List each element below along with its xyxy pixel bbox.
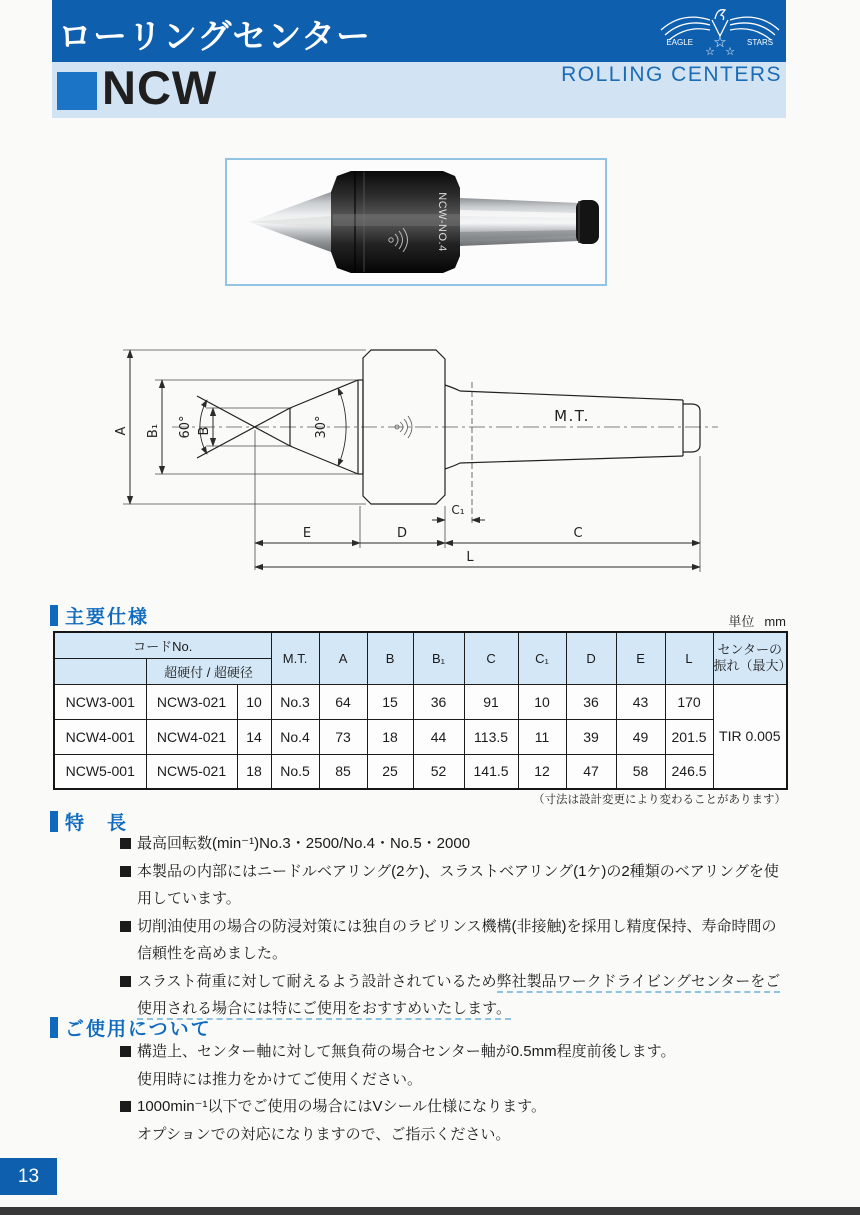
col-header-carbide: 超硬付 / 超硬径 xyxy=(146,658,271,684)
usage-list xyxy=(120,1038,790,1148)
table-row: NCW5-001 NCW5-021 18 No.5 85 25 52 141.5 12 47 58 246.5 xyxy=(54,754,787,789)
bullet-square-icon xyxy=(120,976,131,987)
col-header-mt: M.T. xyxy=(271,632,319,684)
angle-label-60: 60° xyxy=(178,415,193,439)
logo-star-right: ☆ xyxy=(725,46,735,58)
angle-label-30: 30° xyxy=(314,415,329,439)
col-header-b1: B₁ xyxy=(413,632,464,684)
logo-star-big: ☆ xyxy=(713,34,727,51)
bullet-square-icon xyxy=(120,1101,131,1112)
feature-item: 最高回転数(min⁻¹)No.3・2500/No.4・No.5・2000 xyxy=(120,830,790,858)
col-header-b: B xyxy=(367,632,413,684)
bullet-square-icon xyxy=(120,866,131,877)
model-name: NCW xyxy=(102,61,218,114)
features-section-title: 特 長 xyxy=(50,808,128,835)
dim-label-c: C xyxy=(573,526,583,541)
rolling-center-photo xyxy=(249,171,599,273)
model-accent-square xyxy=(57,72,97,110)
logo-left-text: EAGLE xyxy=(666,38,693,47)
dim-label-e: E xyxy=(302,526,312,541)
page-number: 13 xyxy=(0,1158,57,1195)
dim-label-d: D xyxy=(396,526,408,541)
usage-item-continuation: 使用時には推力をかけてご使用ください。 xyxy=(137,1070,423,1088)
dim-label-b: B xyxy=(197,426,212,436)
photo-model-label: NCW-NO.4 xyxy=(436,192,448,252)
bullet-square-icon xyxy=(120,838,131,849)
subtitle-en: ROLLING CENTERS xyxy=(561,63,782,86)
runout-value: TIR 0.005 xyxy=(713,684,787,789)
usage-item: 1000min⁻¹以下でご使用の場合にはVシール仕様になります。 xyxy=(120,1093,790,1121)
col-header-l: L xyxy=(665,632,713,684)
col-header-e: E xyxy=(616,632,665,684)
logo-star-left: ☆ xyxy=(705,46,715,58)
col-header-a: A xyxy=(319,632,367,684)
dim-label-mt: M.T. xyxy=(554,407,590,425)
feature-item: 本製品の内部にはニードルベアリング(2ケ)、スラストベアリング(1ケ)の2種類のベアリングを使用しています。 xyxy=(120,858,790,913)
col-header-code-no: コードNo. xyxy=(54,632,271,658)
logo-right-text: STARS xyxy=(747,38,774,47)
col-header-empty xyxy=(54,658,146,684)
section-bar xyxy=(50,1017,58,1038)
dim-label-a: A xyxy=(114,426,129,436)
table-row: NCW4-001 NCW4-021 14 No.4 73 18 44 113.5 11 39 49 201.5 xyxy=(54,719,787,754)
usage-item-continuation: オプションでの対応になりますので、ご指示ください。 xyxy=(137,1125,511,1143)
usage-item: 構造上、センター軸に対して無負荷の場合センター軸が0.5mm程度前後します。 xyxy=(120,1038,790,1066)
features-list xyxy=(120,830,790,1023)
feature-item: スラスト荷重に対して耐えるよう設計されているため弊社製品ワークドライビングセンターをご使用される場合には特にご使用をおすすめいたします。 xyxy=(120,968,790,1023)
section-bar xyxy=(50,811,58,832)
bullet-square-icon xyxy=(120,921,131,932)
page-bottom-edge xyxy=(0,1207,860,1215)
table-header-row-1 xyxy=(54,632,787,658)
bullet-square-icon xyxy=(120,1046,131,1057)
usage-section-title: ご使用について xyxy=(50,1014,212,1041)
dim-label-l: L xyxy=(466,550,474,565)
col-header-c1: C₁ xyxy=(518,632,566,684)
spec-table xyxy=(53,631,792,790)
feature-item: 切削油使用の場合の防浸対策には独自のラビリンス機構(非接触)を採用し精度保持、寿命時間の信頼性を高めました。 xyxy=(120,913,790,968)
page-title-jp: ローリングセンター xyxy=(58,18,371,56)
dimension-note: （寸法は設計変更により変わることがあります） xyxy=(533,794,786,806)
table-row: NCW3-001 NCW3-021 10 No.3 64 15 36 91 10 36 43 170 TIR 0.005 xyxy=(54,684,787,719)
col-header-c: C xyxy=(464,632,518,684)
unit-label: 単位 mm xyxy=(728,614,786,629)
col-header-runout: センターの 振れ（最大） xyxy=(713,632,787,684)
eagle-stars-logo-icon xyxy=(655,3,785,59)
dim-label-b1: B₁ xyxy=(146,423,161,439)
dim-label-c1: C₁ xyxy=(451,503,465,517)
col-header-d: D xyxy=(566,632,616,684)
section-bar xyxy=(50,605,58,626)
specs-section-title: 主要仕様 xyxy=(50,602,149,629)
dimension-drawing xyxy=(110,330,750,582)
product-photo xyxy=(225,158,607,286)
